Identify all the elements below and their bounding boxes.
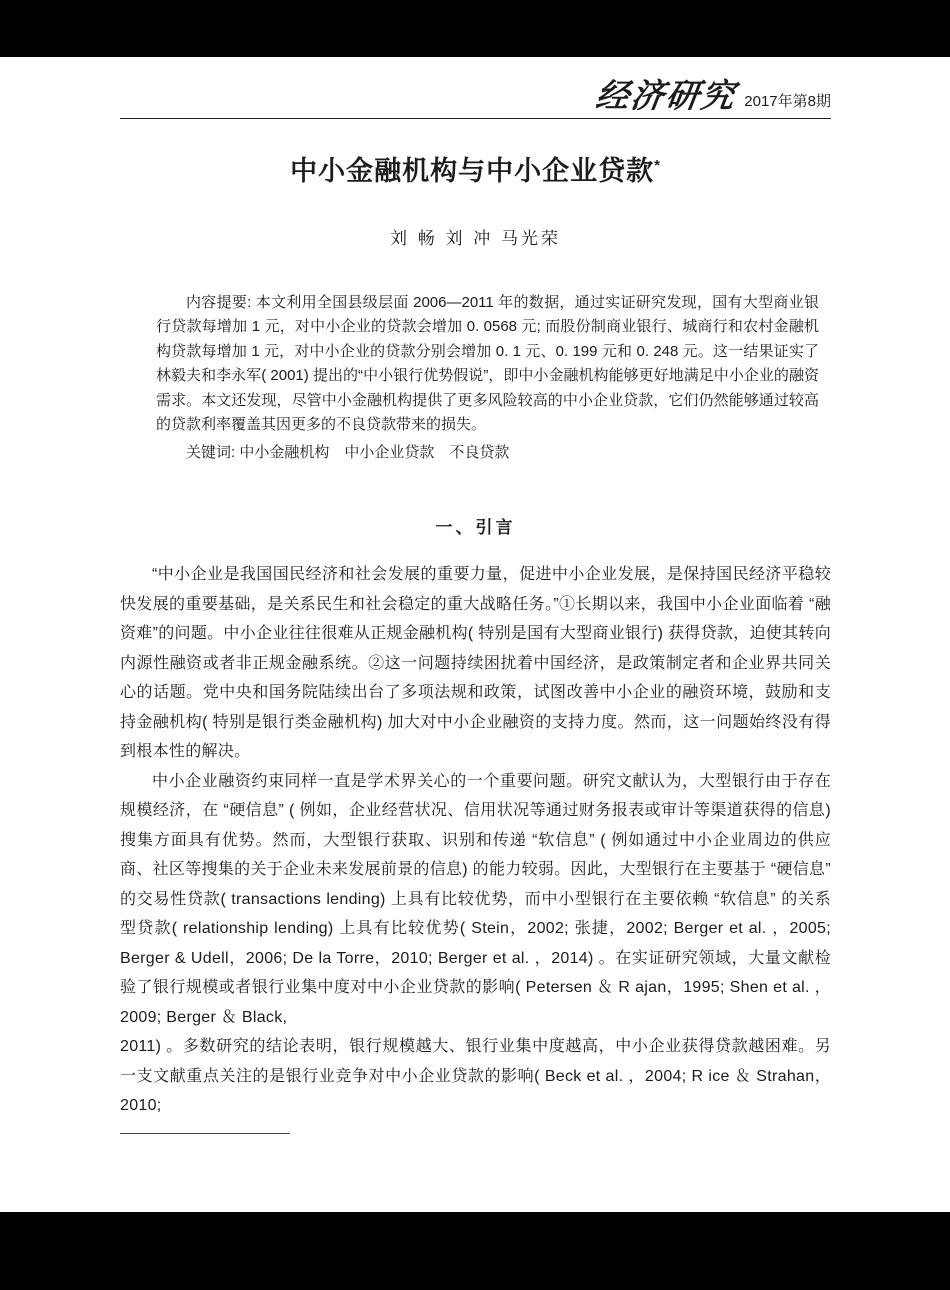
authors-line: 刘 畅 刘 冲 马光荣: [390, 228, 561, 248]
journal-logo: 经济研究: [593, 76, 740, 115]
journal-issue: 2017年第8期: [744, 92, 831, 110]
section-heading-introduction: 一、引言: [435, 518, 516, 538]
paper-title-text: 中小金融机构与中小企业贷款: [290, 155, 655, 186]
body-paragraph-3: 2011) 。多数研究的结论表明，银行规模越大、银行业集中度越高，中小企业获得贷款越困难。另一支文献重点关注的是银行业竞争对中小企业贷款的影响( Beck et al. ，2004; R ice ＆ Strahan，2010;: [120, 1038, 831, 1115]
footnote-separator-rule: [120, 1133, 290, 1134]
abstract-block: [120, 291, 831, 466]
top-black-bar: [0, 0, 950, 57]
header-rule: [120, 118, 831, 119]
abstract-text: 内容提要: 本文利用全国县级层面 2006—2011 年的数据，通过实证研究发现，国有大型商业银行贷款每增加 1 元，对中小企业的贷款会增加 0. 0568 元; 而股份制商业银行、城商行和农村金融机构贷款每增加 1 元，对中小企业的贷款分别会增加 0. 1 元、0. 199 元和 0. 248 元。这一结果证实了林毅夫和李永军( 2001) 提出的“中小银行优势假说”，即中小金融机构能够更好地满足中小企业的融资需求。本文还发现，尽管中小金融机构提供了更多风险较高的中小企业贷款，它们仍然能够通过较高的贷款利率覆盖其因更多的不良贷款带来的损失。: [156, 293, 819, 434]
paper-title: [120, 149, 831, 188]
body-paragraph-2: 中小企业融资约束同样一直是学术界关心的一个重要问题。研究文献认为，大型银行由于存在规模经济，在 “硬信息” ( 例如，企业经营状况、信用状况等通过财务报表或审计等渠道获得的信息) 搜集方面具有优势。然而，大型银行获取、识别和传递 “软信息” ( 例如通过中小企业周边的供应商、社区等搜集的关于企业未来发展前景的信息) 的能力较弱。因此，大型银行在主要基于 “硬信息” 的交易性贷款( transactions lending) 上具有比较优势，而中小型银行在主要依赖 “软信息” 的关系型贷款( relationship lending) 上具有比较优势( Stein，2002; 张捷，2002; Berger et al. ，2005; Berger & Udell，2006; De la Torre，2010; Berger et al. ，2014) 。在实证研究领域，大量文献检验了银行规模或者银行业集中度对中小企业贷款的影响( Petersen ＆ R ajan，1995; Shen et al. ，2009; Berger ＆ Black,: [120, 772, 831, 1026]
title-footnote-marker: *: [654, 156, 661, 174]
page-content: [120, 57, 831, 1134]
journal-header: [120, 76, 831, 115]
body-paragraph-1: “中小企业是我国国民经济和社会发展的重要力量，促进中小企业发展，是保持国民经济平稳较快发展的重要基础，是关系民生和社会稳定的重大战略任务。”①长期以来，我国中小企业面临着 “融资难”的问题。中小企业往往很难从正规金融机构( 特别是国有大型商业银行) 获得贷款，迫使其转向内源性融资或者非正规金融系统。②这一问题持续困扰着中国经济，是政策制定者和企业界共同关心的话题。党中央和国务院陆续出台了多项法规和政策，试图改善中小企业的融资环境，鼓励和支持金融机构( 特别是银行类金融机构) 加大对中小企业融资的支持力度。然而，这一问题始终没有得到根本性的解决。: [120, 566, 831, 761]
bottom-black-bar: [0, 1212, 950, 1290]
keywords-line: 关键词: 中小金融机构 中小企业贷款 不良贷款: [186, 443, 510, 461]
